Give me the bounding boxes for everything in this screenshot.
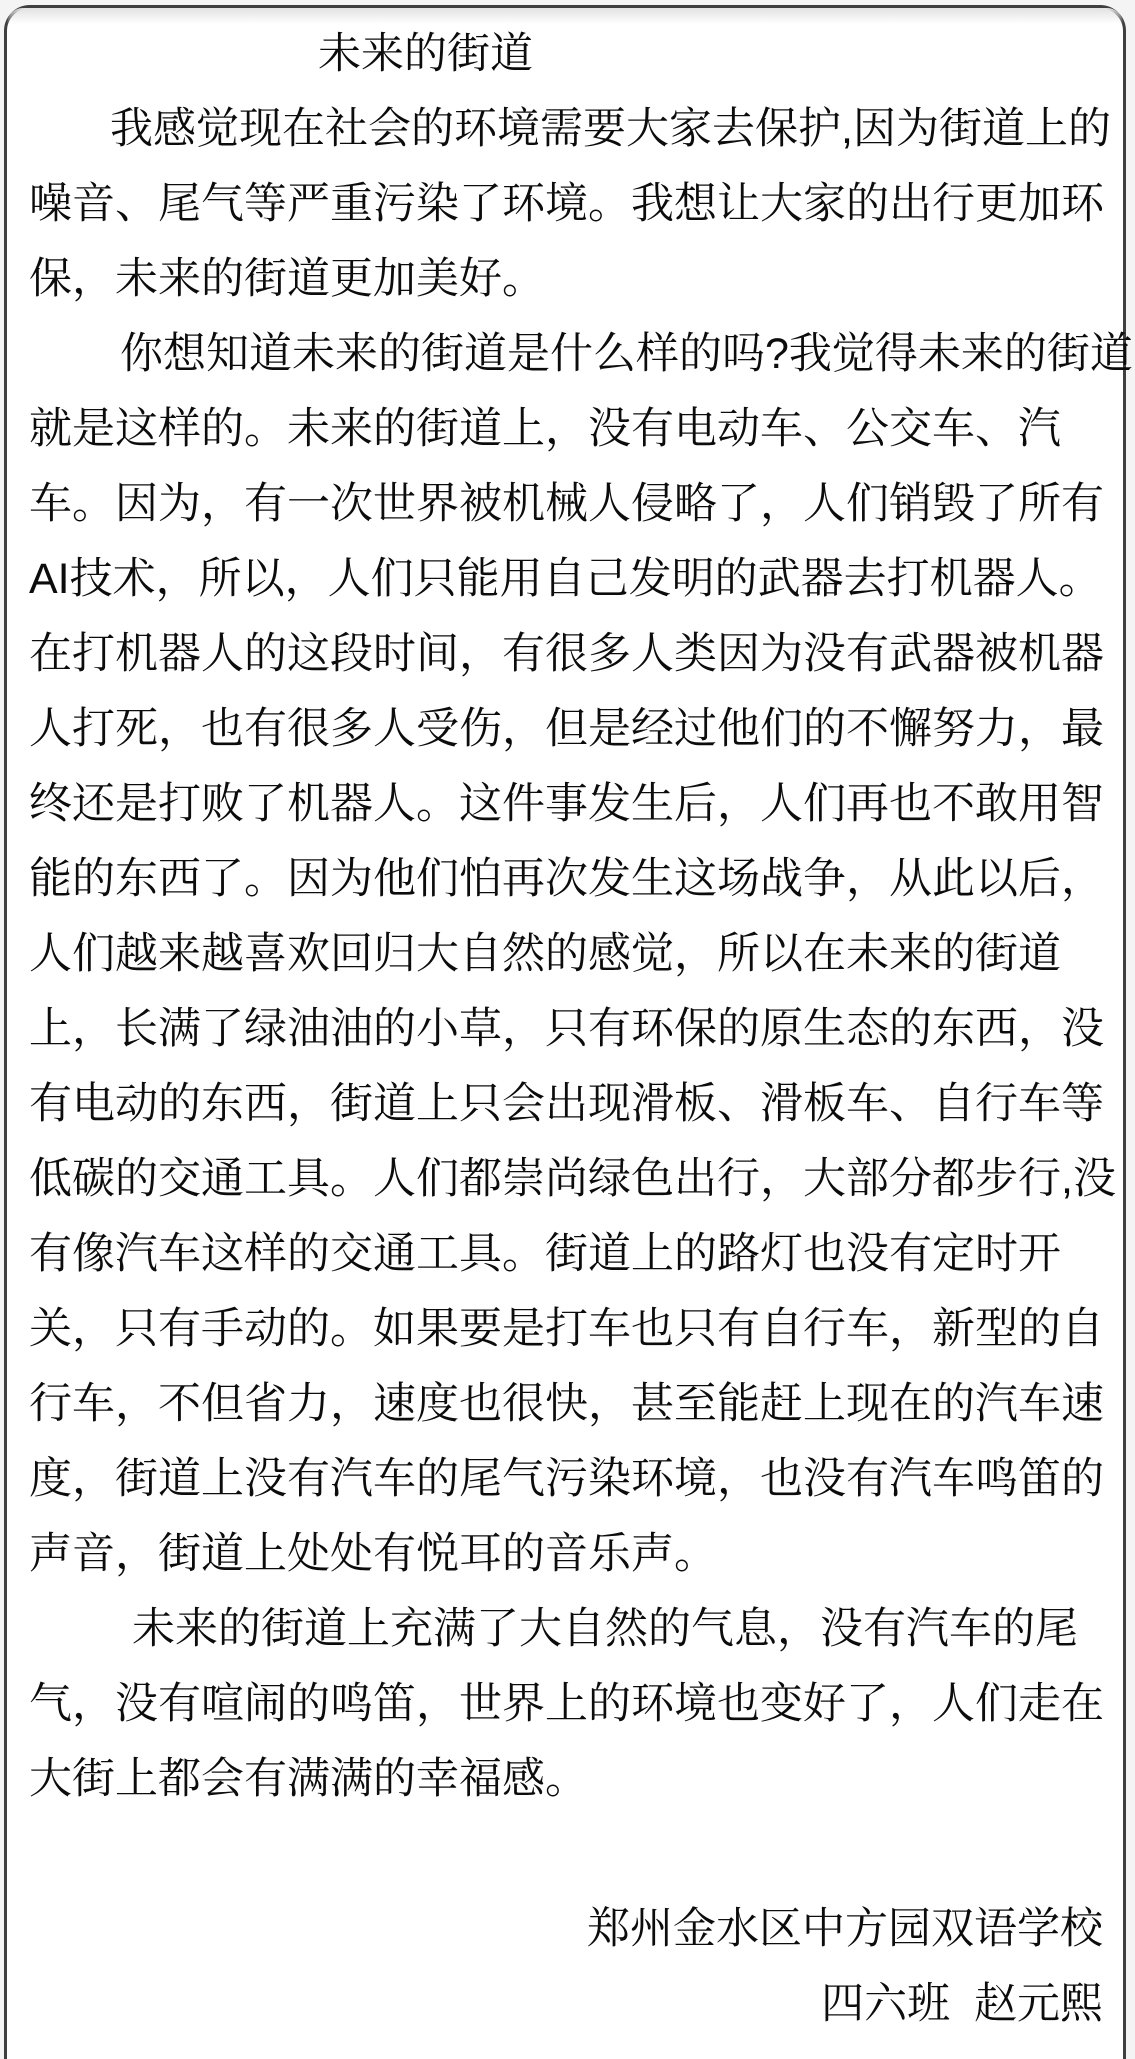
essay-line: 行车，不但省力，速度也很快，甚至能赶上现在的汽车速 xyxy=(29,1380,1104,1428)
essay-line: 你想知道未来的街道是什么样的吗?我觉得未来的街道 xyxy=(120,330,1133,378)
essay-line: 终还是打败了机器人。这件事发生后，人们再也不敢用智 xyxy=(29,780,1104,828)
essay-line: 噪音、尾气等严重污染了环境。我想让大家的出行更加环 xyxy=(29,180,1104,228)
essay-card xyxy=(4,5,1133,2059)
essay-line: 气，没有喧闹的鸣笛，世界上的环境也变好了，人们走在 xyxy=(29,1680,1104,1728)
signature-school: 郑州金水区中方园双语学校 xyxy=(587,1905,1103,1953)
essay-line: 就是这样的。未来的街道上，没有电动车、公交车、汽 xyxy=(29,405,1061,453)
essay-line: 声音，街道上处处有悦耳的音乐声。 xyxy=(29,1530,717,1578)
essay-line: 我感觉现在社会的环境需要大家去保护,因为街道上的 xyxy=(110,105,1111,153)
essay-line: 有电动的东西，街道上只会出现滑板、滑板车、自行车等 xyxy=(29,1080,1104,1128)
essay-line: 上，长满了绿油油的小草，只有环保的原生态的东西，没 xyxy=(29,1005,1104,1053)
essay-line: 车。因为，有一次世界被机械人侵略了，人们销毁了所有 xyxy=(29,480,1104,528)
blank-line xyxy=(29,1817,1103,1892)
essay-line: 度，街道上没有汽车的尾气污染环境，也没有汽车鸣笛的 xyxy=(29,1455,1104,1503)
essay-line: 能的东西了。因为他们怕再次发生这场战争，从此以后， xyxy=(29,855,1104,903)
essay-line: 人们越来越喜欢回归大自然的感觉，所以在未来的街道 xyxy=(29,930,1061,978)
essay-line: 低碳的交通工具。人们都崇尚绿色出行，大部分都步行,没 xyxy=(29,1155,1116,1203)
essay-line: 有像汽车这样的交通工具。街道上的路灯也没有定时开 xyxy=(29,1230,1061,1278)
essay-line: 人打死，也有很多人受伤，但是经过他们的不懈努力，最 xyxy=(29,705,1104,753)
essay-line: 大街上都会有满满的幸福感。 xyxy=(29,1755,588,1803)
signature-class-name: 四六班 赵元熙 xyxy=(821,1980,1103,2028)
essay-content xyxy=(29,17,1133,2042)
essay-line: AI技术，所以，人们只能用自己发明的武器去打机器人。 xyxy=(29,555,1102,603)
essay-line: 关，只有手动的。如果要是打车也只有自行车，新型的自 xyxy=(29,1305,1104,1353)
essay-line: 未来的街道上充满了大自然的气息，没有汽车的尾 xyxy=(132,1605,1078,1653)
essay-line: 在打机器人的这段时间，有很多人类因为没有武器被机器 xyxy=(29,630,1104,678)
essay-title: 未来的街道 xyxy=(318,30,533,78)
essay-line: 保，未来的街道更加美好。 xyxy=(29,255,545,303)
